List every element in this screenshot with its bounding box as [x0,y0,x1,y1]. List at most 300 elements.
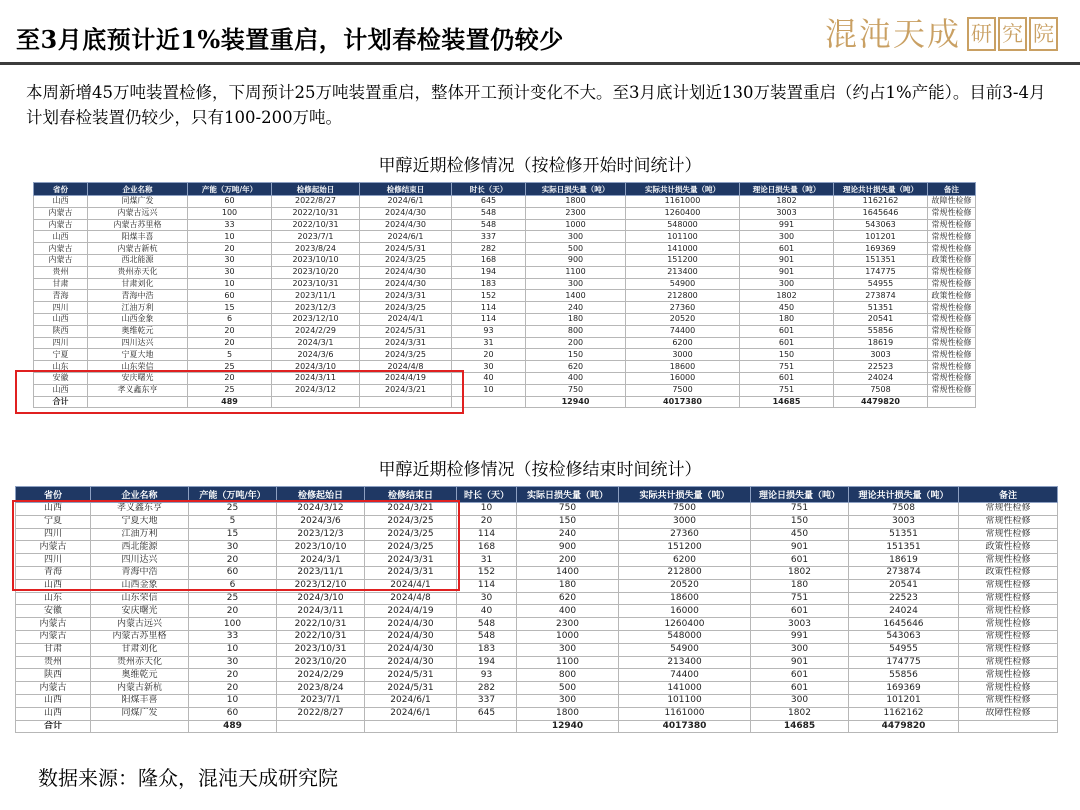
table-cell: 1802 [751,566,849,579]
table-cell: 25 [188,384,272,396]
table-cell: 2024/3/6 [272,349,360,361]
table-cell: 山东 [34,361,88,373]
table-cell: 20 [188,243,272,255]
table-cell: 601 [751,605,849,618]
table-cell: 常规性检修 [928,219,976,231]
table-cell: 常规性检修 [928,337,976,349]
table-row [34,278,976,290]
table-cell: 141000 [619,682,751,695]
table-cell: 2024/3/11 [277,605,365,618]
table-row [34,266,976,278]
table-row [34,337,976,349]
table-cell: 2024/6/1 [360,196,452,208]
table-cell: 甘肃 [34,278,88,290]
table-cell: 常规性检修 [959,503,1058,516]
table-cell: 1800 [526,196,626,208]
table-cell: 114 [457,528,517,541]
table-cell: 93 [452,325,526,337]
table-cell: 620 [517,592,619,605]
table-cell: 20 [189,554,277,567]
column-header: 理论共计损失量（吨） [849,487,959,503]
table-row [34,231,976,243]
table-cell: 282 [452,243,526,255]
table-cell: 青海中浩 [88,290,188,302]
table-cell: 内蒙古 [34,243,88,255]
table-cell: 601 [740,243,834,255]
table-cell: 1645646 [849,618,959,631]
table-cell: 18619 [834,337,928,349]
table-cell: 54955 [849,643,959,656]
table-cell: 54900 [619,643,751,656]
column-header: 检修结束日 [365,487,457,503]
table-cell: 30 [457,592,517,605]
table-cell: 601 [740,325,834,337]
table-cell: 20 [189,682,277,695]
column-header: 检修起始日 [277,487,365,503]
table-cell: 183 [457,643,517,656]
total-cell: 4479820 [834,396,928,408]
header-divider [0,62,1080,65]
table-cell: 901 [751,656,849,669]
table-cell: 2024/3/10 [277,592,365,605]
table-cell: 1260400 [619,618,751,631]
column-header: 时长（天） [452,183,526,196]
table-row [16,605,1058,618]
table-cell: 2024/3/12 [277,503,365,516]
column-header: 产能（万吨/年） [188,183,272,196]
table-cell: 1162162 [834,196,928,208]
table-row [34,349,976,361]
table-cell: 27360 [619,528,751,541]
table-cell: 内蒙古 [16,618,91,631]
table-cell: 7508 [849,503,959,516]
table-cell: 601 [751,554,849,567]
table-cell: 2024/6/1 [365,694,457,707]
table-cell: 山西 [34,196,88,208]
table-cell: 2024/4/30 [360,219,452,231]
table-cell: 2022/10/31 [277,630,365,643]
table-cell: 2023/8/24 [277,682,365,695]
table-cell: 548 [457,618,517,631]
table-cell: 西北能源 [91,541,189,554]
table-row [34,313,976,325]
table-cell: 孝义鑫东亨 [91,503,189,516]
table-cell: 620 [526,361,626,373]
table-cell: 33 [189,630,277,643]
table-cell: 33 [188,219,272,231]
table-cell: 30 [452,361,526,373]
table-cell: 1802 [751,707,849,720]
table-cell: 74400 [619,669,751,682]
table-cell: 7508 [834,384,928,396]
table-cell: 337 [452,231,526,243]
highlight-box-table1 [15,370,464,414]
table-cell: 25 [188,361,272,373]
table-cell: 1800 [517,707,619,720]
table-cell: 内蒙古远兴 [91,618,189,631]
table-cell: 300 [751,643,849,656]
table-cell: 2024/3/25 [365,541,457,554]
table-cell: 山东荣信 [91,592,189,605]
table-cell: 常规性检修 [928,372,976,384]
table-cell: 601 [751,682,849,695]
table-cell: 601 [751,669,849,682]
table-cell: 1162162 [849,707,959,720]
table-row [16,592,1058,605]
table-cell: 常规性检修 [959,643,1058,656]
table-cell: 常规性检修 [959,554,1058,567]
table-cell: 55856 [849,669,959,682]
table-cell: 151200 [619,541,751,554]
table-cell: 24024 [849,605,959,618]
table-cell: 2024/3/10 [272,361,360,373]
table-cell: 55856 [834,325,928,337]
table-cell: 2024/2/29 [277,669,365,682]
table-cell: 1802 [740,290,834,302]
table-cell: 30 [188,266,272,278]
column-header: 企业名称 [88,183,188,196]
table-cell: 常规性检修 [928,349,976,361]
table-cell: 194 [457,656,517,669]
table-cell: 2024/4/30 [365,630,457,643]
table-cell: 1100 [526,266,626,278]
table-cell: 贵州赤天化 [91,656,189,669]
total-cell [959,720,1058,733]
table-cell: 安庆曙光 [91,605,189,618]
total-cell: 4017380 [626,396,740,408]
table-cell: 751 [751,592,849,605]
table-cell: 故障性检修 [928,196,976,208]
table-cell: 30 [188,254,272,266]
table-cell: 政策性检修 [959,566,1058,579]
table-cell: 16000 [626,372,740,384]
table-cell: 114 [452,313,526,325]
table-cell: 常规性检修 [928,243,976,255]
table-cell: 5 [188,349,272,361]
table-cell: 内蒙古 [16,541,91,554]
column-header: 实际共计损失量（吨） [619,487,751,503]
table-cell: 60 [189,707,277,720]
table-cell: 故障性检修 [959,707,1058,720]
table-cell: 60 [189,566,277,579]
table-cell: 2024/3/25 [360,254,452,266]
table-cell: 常规性检修 [959,618,1058,631]
table-cell: 18600 [626,361,740,373]
table-cell: 2024/4/19 [360,372,452,384]
table-cell: 51351 [849,528,959,541]
table-cell: 6 [188,313,272,325]
table-cell: 江油万利 [88,302,188,314]
total-cell: 14685 [740,396,834,408]
table-cell: 548000 [619,630,751,643]
table-row [16,694,1058,707]
total-cell: 合计 [16,720,91,733]
table-cell: 宁夏大地 [88,349,188,361]
table-cell: 青海 [34,290,88,302]
table-cell: 山西 [34,231,88,243]
logo-main-text: 混沌天成 [824,15,961,53]
table-cell: 2024/2/29 [272,325,360,337]
table-cell: 15 [188,302,272,314]
table-cell: 18600 [619,592,751,605]
table-cell: 750 [517,503,619,516]
table-cell: 内蒙古苏里格 [88,219,188,231]
table-cell: 169369 [834,243,928,255]
table-row [16,669,1058,682]
table-cell: 5 [189,515,277,528]
table-cell: 2023/7/1 [272,231,360,243]
column-header: 产能（万吨/年） [189,487,277,503]
table-cell: 1645646 [834,207,928,219]
table-cell: 2024/4/1 [360,313,452,325]
table-cell: 40 [457,605,517,618]
table-cell: 180 [517,579,619,592]
table-cell: 180 [751,579,849,592]
table-row [34,219,976,231]
table-cell: 1802 [740,196,834,208]
table-cell: 江油万利 [91,528,189,541]
table-cell: 阳煤丰喜 [88,231,188,243]
table-cell: 山西 [16,707,91,720]
table-row [34,325,976,337]
column-header: 理论日损失量（吨） [740,183,834,196]
table-cell: 150 [526,349,626,361]
table-cell: 四川 [16,528,91,541]
table-cell: 991 [740,219,834,231]
table-cell: 2024/4/30 [360,278,452,290]
table-cell: 1260400 [626,207,740,219]
table-cell: 2024/3/1 [277,554,365,567]
total-cell [277,720,365,733]
table-cell: 安庆曙光 [88,372,188,384]
table1-title: 甲醇近期检修情况（按检修开始时间统计） [378,156,702,176]
table-row [16,643,1058,656]
table-row [34,290,976,302]
table-cell: 常规性检修 [928,325,976,337]
table-cell: 60 [188,290,272,302]
table-cell: 300 [517,643,619,656]
table-cell: 3000 [619,515,751,528]
table-cell: 2024/6/1 [365,707,457,720]
column-header: 理论共计损失量（吨） [834,183,928,196]
total-cell [91,720,189,733]
table-cell: 内蒙古 [34,219,88,231]
table-cell: 60 [188,196,272,208]
table-cell: 601 [740,337,834,349]
table-cell: 2023/10/31 [277,643,365,656]
table-cell: 548000 [626,219,740,231]
total-cell [457,720,517,733]
table-cell: 240 [517,528,619,541]
table-cell: 151351 [834,254,928,266]
table-cell: 300 [517,694,619,707]
table-cell: 常规性检修 [928,384,976,396]
table-cell: 300 [740,231,834,243]
table-cell: 645 [457,707,517,720]
table-cell: 政策性检修 [959,541,1058,554]
total-cell [365,720,457,733]
table-row [34,196,976,208]
table-cell: 10 [452,384,526,396]
table-row [34,207,976,219]
table-cell: 141000 [626,243,740,255]
table-cell: 114 [457,579,517,592]
table-cell: 甘肃 [16,643,91,656]
table-cell: 20 [188,325,272,337]
table-cell: 2024/3/25 [365,515,457,528]
table-cell: 内蒙古远兴 [88,207,188,219]
table-cell: 750 [526,384,626,396]
company-logo [825,14,1058,54]
table-cell: 山西 [16,694,91,707]
table-cell: 273874 [849,566,959,579]
table-cell: 273874 [834,290,928,302]
table-cell: 常规性检修 [959,656,1058,669]
table-cell: 900 [526,254,626,266]
total-cell [928,396,976,408]
table-cell: 内蒙古 [16,630,91,643]
table-cell: 6 [189,579,277,592]
table2-title: 甲醇近期检修情况（按检修结束时间统计） [378,460,702,480]
highlight-box-table2 [12,500,460,591]
total-cell: 12940 [526,396,626,408]
table-cell: 贵州 [16,656,91,669]
table-cell: 101100 [626,231,740,243]
table-cell: 212800 [619,566,751,579]
logo-boxed-text [965,17,1058,51]
table-cell: 常规性检修 [959,682,1058,695]
column-header: 省份 [34,183,88,196]
table-cell: 20 [457,515,517,528]
table-cell: 奥维乾元 [88,325,188,337]
table-cell: 1000 [517,630,619,643]
table-cell: 2024/5/31 [365,669,457,682]
table-cell: 31 [452,337,526,349]
table-cell: 山东 [16,592,91,605]
column-header: 理论日损失量（吨） [751,487,849,503]
table-cell: 常规性检修 [928,361,976,373]
table-cell: 180 [526,313,626,325]
slide-title: 至3月底预计近1%装置重启，计划春检装置仍较少 [16,25,564,54]
table-cell: 101100 [619,694,751,707]
logo-box-char: 究 [998,17,1027,51]
table-cell: 2024/4/19 [365,605,457,618]
table-cell: 543063 [849,630,959,643]
table-cell: 西北能源 [88,254,188,266]
table-cell: 3003 [834,349,928,361]
table-cell: 常规性检修 [928,266,976,278]
table-cell: 40 [452,372,526,384]
table-cell: 安徽 [16,605,91,618]
table-cell: 政策性检修 [928,290,976,302]
total-row [16,720,1058,733]
table-cell: 1400 [517,566,619,579]
table-cell: 152 [457,566,517,579]
table-cell: 168 [457,541,517,554]
logo-box-char: 院 [1029,17,1058,51]
column-header: 实际日损失量（吨） [526,183,626,196]
table-cell: 2023/7/1 [277,694,365,707]
table-row [16,630,1058,643]
table-cell: 27360 [626,302,740,314]
table-cell: 3000 [626,349,740,361]
table-cell: 常规性检修 [959,630,1058,643]
table-cell: 甘肃刘化 [88,278,188,290]
table-cell: 169369 [849,682,959,695]
table-cell: 10 [189,694,277,707]
table-cell: 31 [457,554,517,567]
table1-header-row [34,183,976,196]
table-cell: 贵州赤天化 [88,266,188,278]
table-cell: 901 [740,254,834,266]
table-cell: 2024/3/11 [272,372,360,384]
table-cell: 101201 [849,694,959,707]
table-cell: 3003 [849,515,959,528]
table-cell: 宁夏 [16,515,91,528]
table-cell: 甘肃刘化 [91,643,189,656]
table-cell: 内蒙古苏里格 [91,630,189,643]
table-cell: 991 [751,630,849,643]
table-cell: 2024/3/31 [360,290,452,302]
table-cell: 青海中浩 [91,566,189,579]
table-cell: 151200 [626,254,740,266]
table-cell: 20 [189,605,277,618]
table-cell: 200 [517,554,619,567]
table-cell: 168 [452,254,526,266]
total-cell: 12940 [517,720,619,733]
table-cell: 174775 [834,266,928,278]
table-cell: 2024/4/8 [365,592,457,605]
table-cell: 2024/3/31 [365,566,457,579]
table-cell: 2024/4/8 [360,361,452,373]
table-cell: 300 [740,278,834,290]
table-cell: 2023/8/24 [272,243,360,255]
table-cell: 101201 [834,231,928,243]
table-cell: 15 [189,528,277,541]
table-cell: 240 [526,302,626,314]
table-cell: 政策性检修 [928,254,976,266]
table-cell: 22523 [834,361,928,373]
table-cell: 2024/3/1 [272,337,360,349]
table-cell: 内蒙古新杭 [91,682,189,695]
table-cell: 内蒙古 [16,682,91,695]
table-cell: 1100 [517,656,619,669]
table-cell: 青海 [16,566,91,579]
table-cell: 2022/8/27 [272,196,360,208]
table-cell: 6200 [626,337,740,349]
table-cell: 300 [751,694,849,707]
table-cell: 常规性检修 [959,528,1058,541]
table-cell: 2023/12/10 [272,313,360,325]
table-cell: 100 [189,618,277,631]
table-cell: 337 [457,694,517,707]
table-cell: 901 [740,266,834,278]
table-cell: 孝义鑫东亨 [88,384,188,396]
table-cell: 四川 [16,554,91,567]
table-cell: 100 [188,207,272,219]
table-cell: 宁夏 [34,349,88,361]
table-cell: 800 [526,325,626,337]
table-cell: 常规性检修 [928,302,976,314]
total-cell: 4479820 [849,720,959,733]
table-cell: 6200 [619,554,751,567]
table-cell: 800 [517,669,619,682]
table-cell: 213400 [619,656,751,669]
table-cell: 常规性检修 [928,313,976,325]
table-cell: 四川 [34,302,88,314]
slide-header [0,0,1080,64]
total-cell: 4017380 [619,720,751,733]
